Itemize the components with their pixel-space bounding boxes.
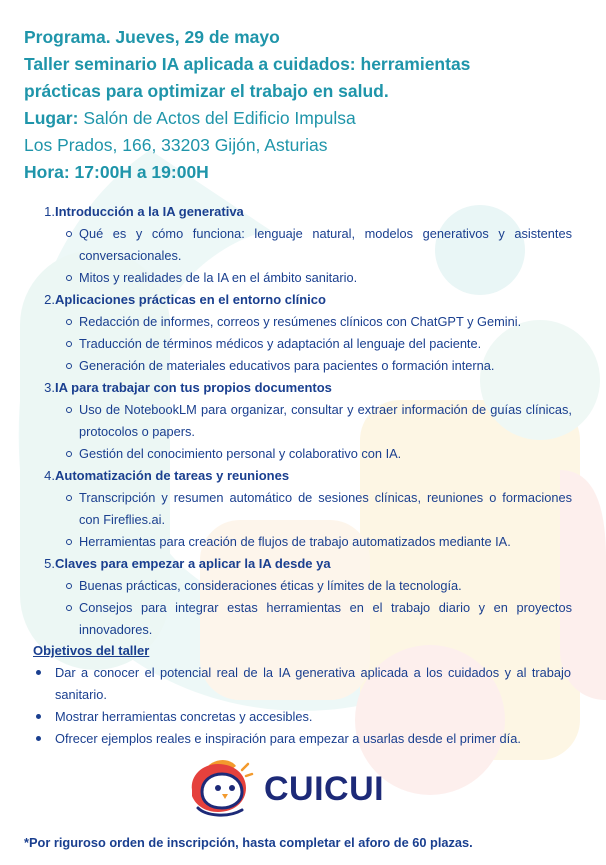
workshop-title-line-1: Taller seminario IA aplicada a cuidados: herramientas bbox=[24, 54, 471, 74]
brand-name: CUICUI bbox=[264, 770, 385, 808]
agenda-item: Gestión del conocimiento personal y colaborativo con IA. bbox=[40, 443, 572, 465]
objective-item: Mostrar herramientas concretas y accesibles. bbox=[33, 706, 571, 728]
registration-footnote: *Por riguroso orden de inscripción, hasta completar el aforo de 60 plazas. bbox=[24, 835, 473, 850]
agenda-item: Buenas prácticas, consideraciones éticas y límites de la tecnología. bbox=[40, 575, 572, 597]
bullet-icon bbox=[36, 736, 41, 741]
cuicui-bird-logo-icon bbox=[188, 756, 254, 820]
program-date: Programa. Jueves, 29 de mayo bbox=[24, 27, 280, 47]
hollow-bullet-icon bbox=[66, 341, 72, 347]
objectives-list bbox=[33, 662, 571, 750]
agenda-section-title: 4.Automatización de tareas y reuniones bbox=[44, 468, 290, 483]
bullet-icon bbox=[36, 714, 41, 719]
agenda-item: Redacción de informes, correos y resúmenes clínicos con ChatGPT y Gemini. bbox=[40, 311, 572, 333]
agenda-section-title: 1.Introducción a la IA generativa bbox=[44, 204, 244, 219]
hollow-bullet-icon bbox=[66, 605, 72, 611]
event-time: Hora: 17:00H a 19:00H bbox=[24, 162, 209, 182]
hollow-bullet-icon bbox=[66, 539, 72, 545]
agenda-item: Traducción de términos médicos y adaptación al lenguaje del paciente. bbox=[40, 333, 572, 355]
agenda-item: Transcripción y resumen automático de sesiones clínicas, reuniones o formaciones con Fireflies.ai. bbox=[40, 487, 572, 531]
agenda-item: Generación de materiales educativos para pacientes o formación interna. bbox=[40, 355, 572, 377]
agenda-section-title: 3.IA para trabajar con tus propios documentos bbox=[44, 380, 332, 395]
objectives-title: Objetivos del taller bbox=[33, 643, 150, 658]
hollow-bullet-icon bbox=[66, 407, 72, 413]
bullet-icon bbox=[36, 670, 41, 675]
hollow-bullet-icon bbox=[66, 319, 72, 325]
hollow-bullet-icon bbox=[66, 451, 72, 457]
agenda-section-title: 5.Claves para empezar a aplicar la IA desde ya bbox=[44, 556, 331, 571]
hollow-bullet-icon bbox=[66, 231, 72, 237]
agenda-section-title: 2.Aplicaciones prácticas en el entorno clínico bbox=[44, 292, 326, 307]
agenda-list bbox=[40, 201, 572, 641]
venue-address: Los Prados, 166, 33203 Gijón, Asturias bbox=[24, 135, 328, 155]
agenda-item: Uso de NotebookLM para organizar, consultar y extraer información de guías clínicas, protocolos o papers. bbox=[40, 399, 572, 443]
objective-item: Dar a conocer el potencial real de la IA generativa aplicada a los cuidados y al trabajo sanitario. bbox=[33, 662, 571, 706]
agenda-item: Consejos para integrar estas herramientas en el trabajo diario y en proyectos innovadores. bbox=[40, 597, 572, 641]
venue-line bbox=[24, 105, 594, 132]
agenda-item: Herramientas para creación de flujos de trabajo automatizados mediante IA. bbox=[40, 531, 572, 553]
hollow-bullet-icon bbox=[66, 583, 72, 589]
hollow-bullet-icon bbox=[66, 363, 72, 369]
venue-name: Salón de Actos del Edificio Impulsa bbox=[83, 108, 356, 128]
workshop-title-line-2: prácticas para optimizar el trabajo en salud. bbox=[24, 81, 389, 101]
venue-label: Lugar: bbox=[24, 108, 79, 128]
hollow-bullet-icon bbox=[66, 495, 72, 501]
hollow-bullet-icon bbox=[66, 275, 72, 281]
event-header bbox=[24, 24, 594, 186]
agenda-item: Mitos y realidades de la IA en el ámbito sanitario. bbox=[40, 267, 572, 289]
cuicui-logo bbox=[188, 756, 418, 820]
agenda-item: Qué es y cómo funciona: lenguaje natural, modelos generativos y asistentes conversacionales. bbox=[40, 223, 572, 267]
objective-item: Ofrecer ejemplos reales e inspiración para empezar a usarlas desde el primer día. bbox=[33, 728, 571, 750]
